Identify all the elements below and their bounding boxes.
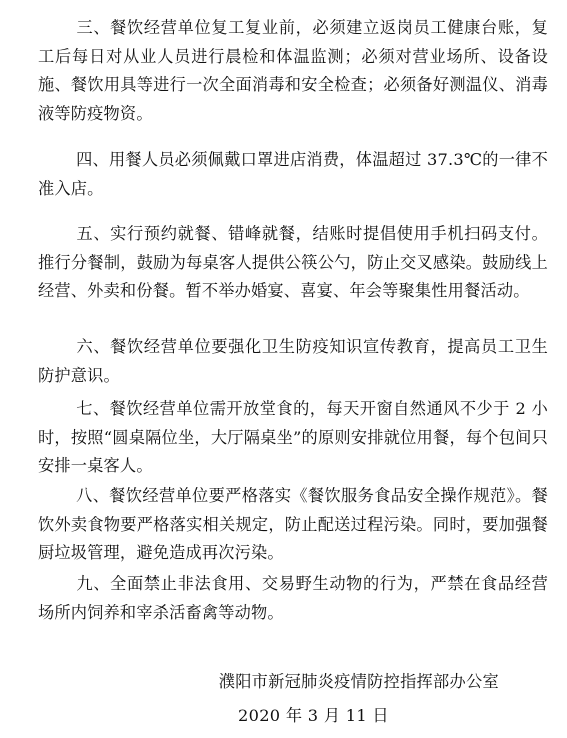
paragraph-text: 八、餐饮经营单位要严格落实《餐饮服务食品安全操作规范》。餐饮外卖食物要严格落实相关规定，防止配送过程污染。同时，要加强餐厨垃圾管理，避免造成再次污染。 bbox=[38, 486, 548, 562]
paragraph-item-4 bbox=[38, 146, 548, 203]
paragraph-text: 三、餐饮经营单位复工复业前，必须建立返岗员工健康台账，复工后每日对从业人员进行晨检和体温监测；必须对营业场所、设备设施、餐饮用具等进行一次全面消毒和安全检查；必须备好测温仪、消毒液等防疫物资。 bbox=[38, 18, 548, 123]
issuer-signature: 濮阳市新冠肺炎疫情防控指挥部办公室 bbox=[218, 672, 499, 691]
paragraph-text: 五、实行预约就餐、错峰就餐，结账时提倡使用手机扫码支付。推行分餐制，鼓励为每桌客人提供公筷公勺，防止交叉感染。鼓励线上经营、外卖和份餐。暂不举办婚宴、喜宴、年会等聚集性用餐活动。 bbox=[38, 224, 548, 300]
paragraph-text: 四、用餐人员必须佩戴口罩进店消费，体温超过 37.3℃的一律不准入店。 bbox=[38, 150, 548, 198]
paragraph-text: 六、餐饮经营单位要强化卫生防疫知识宣传教育，提高员工卫生防护意识。 bbox=[38, 337, 548, 385]
paragraph-item-6 bbox=[38, 333, 548, 390]
issue-date: 2020 年 3 月 11 日 bbox=[238, 706, 389, 725]
paragraph-text: 七、餐饮经营单位需开放堂食的，每天开窗自然通风不少于 2 小时，按照“圆桌隔位坐，大厅隔桌坐”的原则安排就位用餐，每个包间只安排一桌客人。 bbox=[38, 399, 548, 475]
paragraph-item-7 bbox=[38, 395, 548, 481]
paragraph-text: 九、全面禁止非法食用、交易野生动物的行为，严禁在食品经营场所内饲养和宰杀活畜禽等动物。 bbox=[38, 574, 548, 622]
paragraph-item-8 bbox=[38, 482, 548, 568]
paragraph-item-9 bbox=[38, 570, 548, 627]
paragraph-item-5 bbox=[38, 220, 548, 306]
paragraph-item-3 bbox=[38, 14, 548, 128]
